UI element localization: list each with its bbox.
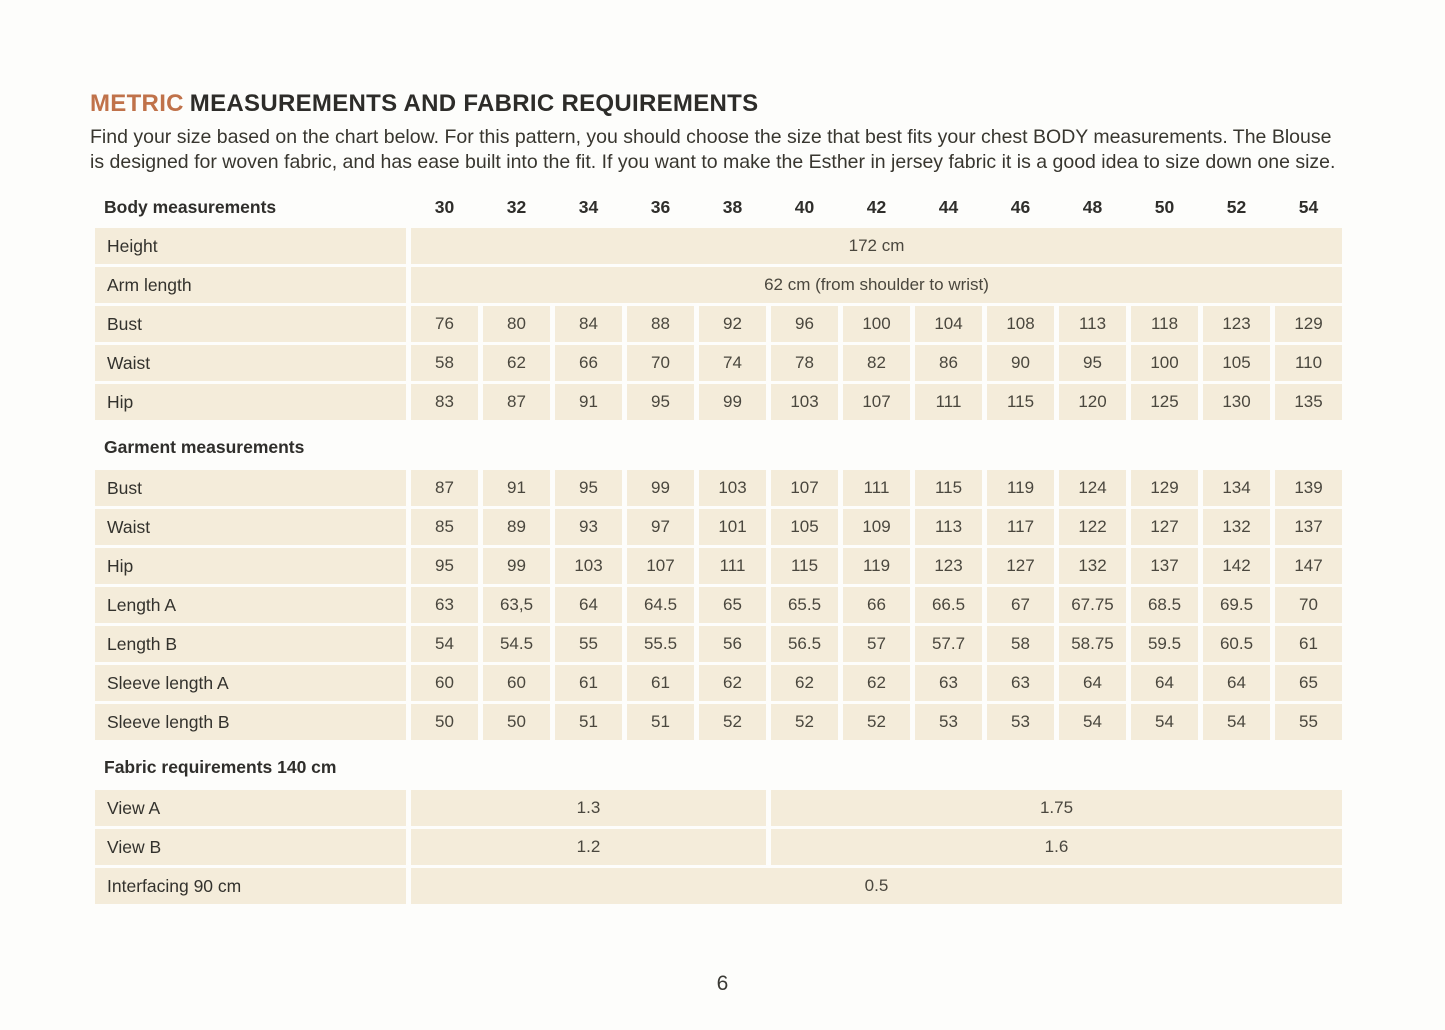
value-cell: 54: [1131, 704, 1198, 740]
value-cell: 67: [987, 587, 1054, 623]
section-header: Fabric requirements 140 cm: [104, 757, 337, 777]
value-cell: 56.5: [771, 626, 838, 662]
value-cell: 78: [771, 345, 838, 381]
value-cell: 66: [843, 587, 910, 623]
value-cell: 120: [1059, 384, 1126, 420]
value-cell: 111: [843, 470, 910, 506]
value-cell: 137: [1131, 548, 1198, 584]
value-cell: 105: [771, 509, 838, 545]
value-cell: 1.3: [411, 790, 766, 826]
value-cell: 130: [1203, 384, 1270, 420]
value-cell: 63: [987, 665, 1054, 701]
value-cell: 119: [987, 470, 1054, 506]
value-cell: 52: [771, 704, 838, 740]
size-column-header: 32: [506, 196, 527, 217]
row-label: Sleeve length B: [95, 704, 406, 740]
value-cell: 70: [1275, 587, 1342, 623]
value-cell: 107: [627, 548, 694, 584]
value-cell: 61: [555, 665, 622, 701]
value-cell: 62: [483, 345, 550, 381]
value-cell: 117: [987, 509, 1054, 545]
table-header-body-measurements: Body measurements: [104, 196, 277, 217]
value-cell: 100: [843, 306, 910, 342]
value-cell: 53: [987, 704, 1054, 740]
row-label: Length A: [95, 587, 406, 623]
value-cell: 0.5: [411, 868, 1342, 904]
value-cell: 65.5: [771, 587, 838, 623]
row-label: Waist: [95, 509, 406, 545]
value-cell: 58: [411, 345, 478, 381]
value-cell: 142: [1203, 548, 1270, 584]
value-cell: 60: [411, 665, 478, 701]
row-label: Interfacing 90 cm: [95, 868, 406, 904]
value-cell: 65: [1275, 665, 1342, 701]
value-cell: 54: [1203, 704, 1270, 740]
value-cell: 92: [699, 306, 766, 342]
value-cell: 59.5: [1131, 626, 1198, 662]
size-column-header: 54: [1298, 196, 1319, 217]
value-cell: 132: [1059, 548, 1126, 584]
row-label: Waist: [95, 345, 406, 381]
page-title-rest: MEASUREMENTS AND FABRIC REQUIREMENTS: [189, 90, 759, 117]
value-cell: 96: [771, 306, 838, 342]
value-cell: 95: [627, 384, 694, 420]
value-cell: 107: [771, 470, 838, 506]
value-cell: 62: [843, 665, 910, 701]
value-cell: 1.6: [771, 829, 1342, 865]
value-cell: 50: [411, 704, 478, 740]
value-cell: 66.5: [915, 587, 982, 623]
value-cell: 82: [843, 345, 910, 381]
row-label: Bust: [95, 470, 406, 506]
value-cell: 95: [555, 470, 622, 506]
row-label: Arm length: [95, 267, 406, 303]
value-cell: 93: [555, 509, 622, 545]
value-cell: 80: [483, 306, 550, 342]
value-cell: 109: [843, 509, 910, 545]
value-cell: 65: [699, 587, 766, 623]
value-cell: 51: [555, 704, 622, 740]
size-column-header: 48: [1082, 196, 1103, 217]
value-cell: 103: [555, 548, 622, 584]
value-cell: 70: [627, 345, 694, 381]
value-cell: 99: [699, 384, 766, 420]
value-cell: 60.5: [1203, 626, 1270, 662]
value-cell: 99: [483, 548, 550, 584]
value-cell: 53: [915, 704, 982, 740]
page-title-accent: METRIC: [90, 90, 184, 117]
value-cell: 1.75: [771, 790, 1342, 826]
value-cell: 122: [1059, 509, 1126, 545]
value-cell: 52: [699, 704, 766, 740]
value-cell: 63,5: [483, 587, 550, 623]
value-cell: 61: [1275, 626, 1342, 662]
value-cell: 123: [1203, 306, 1270, 342]
value-cell: 147: [1275, 548, 1342, 584]
value-cell: 67.75: [1059, 587, 1126, 623]
value-cell: 119: [843, 548, 910, 584]
value-cell: 91: [483, 470, 550, 506]
value-cell: 58.75: [1059, 626, 1126, 662]
value-cell: 86: [915, 345, 982, 381]
value-cell: 62: [771, 665, 838, 701]
value-cell: 87: [411, 470, 478, 506]
size-column-header: 52: [1226, 196, 1247, 217]
value-cell: 57: [843, 626, 910, 662]
value-cell: 115: [771, 548, 838, 584]
row-label: Height: [95, 228, 406, 264]
value-cell: 172 cm: [411, 228, 1342, 264]
value-cell: 84: [555, 306, 622, 342]
value-cell: 90: [987, 345, 1054, 381]
value-cell: 129: [1275, 306, 1342, 342]
value-cell: 64: [1059, 665, 1126, 701]
value-cell: 74: [699, 345, 766, 381]
value-cell: 63: [915, 665, 982, 701]
value-cell: 55: [1275, 704, 1342, 740]
value-cell: 69.5: [1203, 587, 1270, 623]
value-cell: 100: [1131, 345, 1198, 381]
measurements-table: [95, 189, 1342, 904]
value-cell: 115: [987, 384, 1054, 420]
value-cell: 62: [699, 665, 766, 701]
size-column-header: 34: [578, 196, 599, 217]
section-header: Garment measurements: [104, 437, 305, 457]
row-label: View A: [95, 790, 406, 826]
value-cell: 54: [1059, 704, 1126, 740]
row-label: Length B: [95, 626, 406, 662]
value-cell: 68.5: [1131, 587, 1198, 623]
intro-paragraph: Find your size based on the chart below. For this pattern, you should choose the size that best fits your chest BODY measurements. The Blouse is designed for woven fabric, and has ease built into the fit. If you want to make the Esther in jersey fabric it is a good idea to size down one size.: [90, 126, 1336, 173]
row-label: Hip: [95, 384, 406, 420]
value-cell: 132: [1203, 509, 1270, 545]
value-cell: 118: [1131, 306, 1198, 342]
size-column-header: 46: [1010, 196, 1031, 217]
value-cell: 103: [771, 384, 838, 420]
value-cell: 55: [555, 626, 622, 662]
value-cell: 61: [627, 665, 694, 701]
value-cell: 64: [1203, 665, 1270, 701]
value-cell: 129: [1131, 470, 1198, 506]
value-cell: 115: [915, 470, 982, 506]
value-cell: 64: [1131, 665, 1198, 701]
value-cell: 1.2: [411, 829, 766, 865]
value-cell: 66: [555, 345, 622, 381]
size-column-header: 38: [722, 196, 743, 217]
value-cell: 55.5: [627, 626, 694, 662]
row-label: Sleeve length A: [95, 665, 406, 701]
value-cell: 88: [627, 306, 694, 342]
value-cell: 103: [699, 470, 766, 506]
page-title: [90, 90, 1342, 118]
value-cell: 99: [627, 470, 694, 506]
value-cell: 95: [1059, 345, 1126, 381]
value-cell: 111: [699, 548, 766, 584]
row-label: Hip: [95, 548, 406, 584]
value-cell: 64.5: [627, 587, 694, 623]
value-cell: 134: [1203, 470, 1270, 506]
value-cell: 62 cm (from shoulder to wrist): [411, 267, 1342, 303]
value-cell: 101: [699, 509, 766, 545]
value-cell: 97: [627, 509, 694, 545]
page-content: [90, 90, 1342, 904]
size-column-header: 42: [866, 196, 887, 217]
size-column-header: 40: [794, 196, 815, 217]
value-cell: 127: [987, 548, 1054, 584]
value-cell: 113: [1059, 306, 1126, 342]
value-cell: 76: [411, 306, 478, 342]
value-cell: 63: [411, 587, 478, 623]
value-cell: 83: [411, 384, 478, 420]
value-cell: 89: [483, 509, 550, 545]
value-cell: 85: [411, 509, 478, 545]
value-cell: 108: [987, 306, 1054, 342]
value-cell: 107: [843, 384, 910, 420]
value-cell: 135: [1275, 384, 1342, 420]
value-cell: 139: [1275, 470, 1342, 506]
value-cell: 56: [699, 626, 766, 662]
value-cell: 123: [915, 548, 982, 584]
value-cell: 137: [1275, 509, 1342, 545]
value-cell: 110: [1275, 345, 1342, 381]
row-label: Bust: [95, 306, 406, 342]
size-column-header: 44: [938, 196, 959, 217]
value-cell: 50: [483, 704, 550, 740]
value-cell: 124: [1059, 470, 1126, 506]
value-cell: 113: [915, 509, 982, 545]
value-cell: 95: [411, 548, 478, 584]
size-column-header: 50: [1154, 196, 1175, 217]
value-cell: 51: [627, 704, 694, 740]
value-cell: 87: [483, 384, 550, 420]
value-cell: 104: [915, 306, 982, 342]
value-cell: 127: [1131, 509, 1198, 545]
value-cell: 54: [411, 626, 478, 662]
size-column-header: 36: [650, 196, 671, 217]
value-cell: 54.5: [483, 626, 550, 662]
value-cell: 91: [555, 384, 622, 420]
value-cell: 64: [555, 587, 622, 623]
value-cell: 57.7: [915, 626, 982, 662]
size-column-header: 30: [434, 196, 455, 217]
value-cell: 58: [987, 626, 1054, 662]
page-number: 6: [716, 972, 729, 995]
row-label: View B: [95, 829, 406, 865]
value-cell: 125: [1131, 384, 1198, 420]
value-cell: 60: [483, 665, 550, 701]
value-cell: 52: [843, 704, 910, 740]
value-cell: 105: [1203, 345, 1270, 381]
value-cell: 111: [915, 384, 982, 420]
